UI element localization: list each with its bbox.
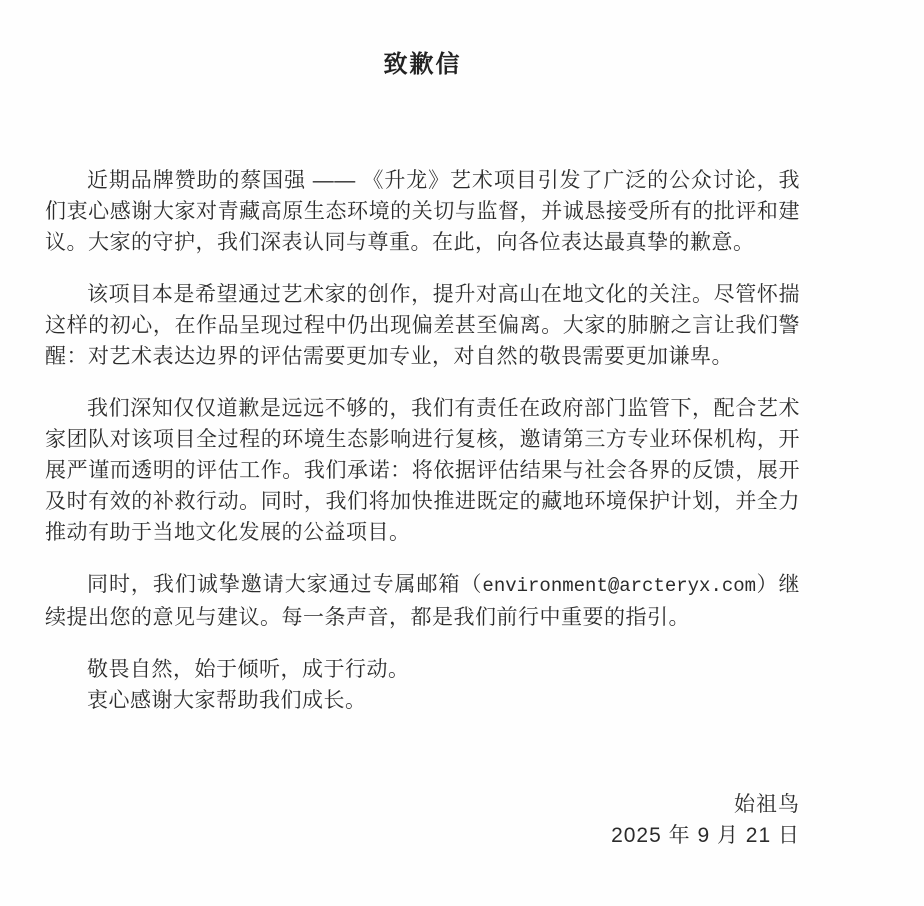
letter-body	[45, 165, 800, 716]
paragraph-4-text-after-email: ）继续提出您的意见与建议。每一条声音，都是我们前行中重要的指引。	[45, 573, 801, 629]
letter-closing-line-2: 衷心感谢大家帮助我们成长。	[87, 689, 367, 712]
letter-title: 致歉信	[383, 51, 462, 78]
signature-block	[45, 789, 800, 851]
signature: 始祖鸟	[734, 793, 800, 816]
contact-email: environment@arcteryx.com	[482, 575, 757, 597]
letter-paragraph-4	[45, 569, 800, 633]
letter-paragraph-2: 该项目本是希望通过艺术家的创作，提升对高山在地文化的关注。尽管怀揣这样的初心，在作品呈现过程中仍出现偏差甚至偏离。大家的肺腑之言让我们警醒：对艺术表达边界的评估需要更加专业，对自然的敬畏需要更加谦卑。	[45, 283, 800, 368]
letter-closing-line-1: 敬畏自然，始于倾听，成于行动。	[87, 658, 410, 681]
letter-date: 2025 年 9 月 21 日	[611, 824, 800, 847]
letter-paragraph-3: 我们深知仅仅道歉是远远不够的，我们有责任在政府部门监管下，配合艺术家团队对该项目全过程的环境生态影响进行复核，邀请第三方专业环保机构，开展严谨而透明的评估工作。我们承诺：将依据评估结果与社会各界的反馈，展开及时有效的补救行动。同时，我们将加快推进既定的藏地环境保护计划，并全力推动有助于当地文化发展的公益项目。	[45, 397, 800, 544]
paragraph-4-text-before-email: 同时，我们诚挚邀请大家通过专属邮箱（	[87, 573, 483, 596]
letter-paragraph-1: 近期品牌赞助的蔡国强 —— 《升龙》艺术项目引发了广泛的公众讨论，我们衷心感谢大家对青藏高原生态环境的关切与监督，并诚恳接受所有的批评和建议。大家的守护，我们深表认同与尊重。在此，向各位表达最真挚的歉意。	[45, 169, 800, 254]
